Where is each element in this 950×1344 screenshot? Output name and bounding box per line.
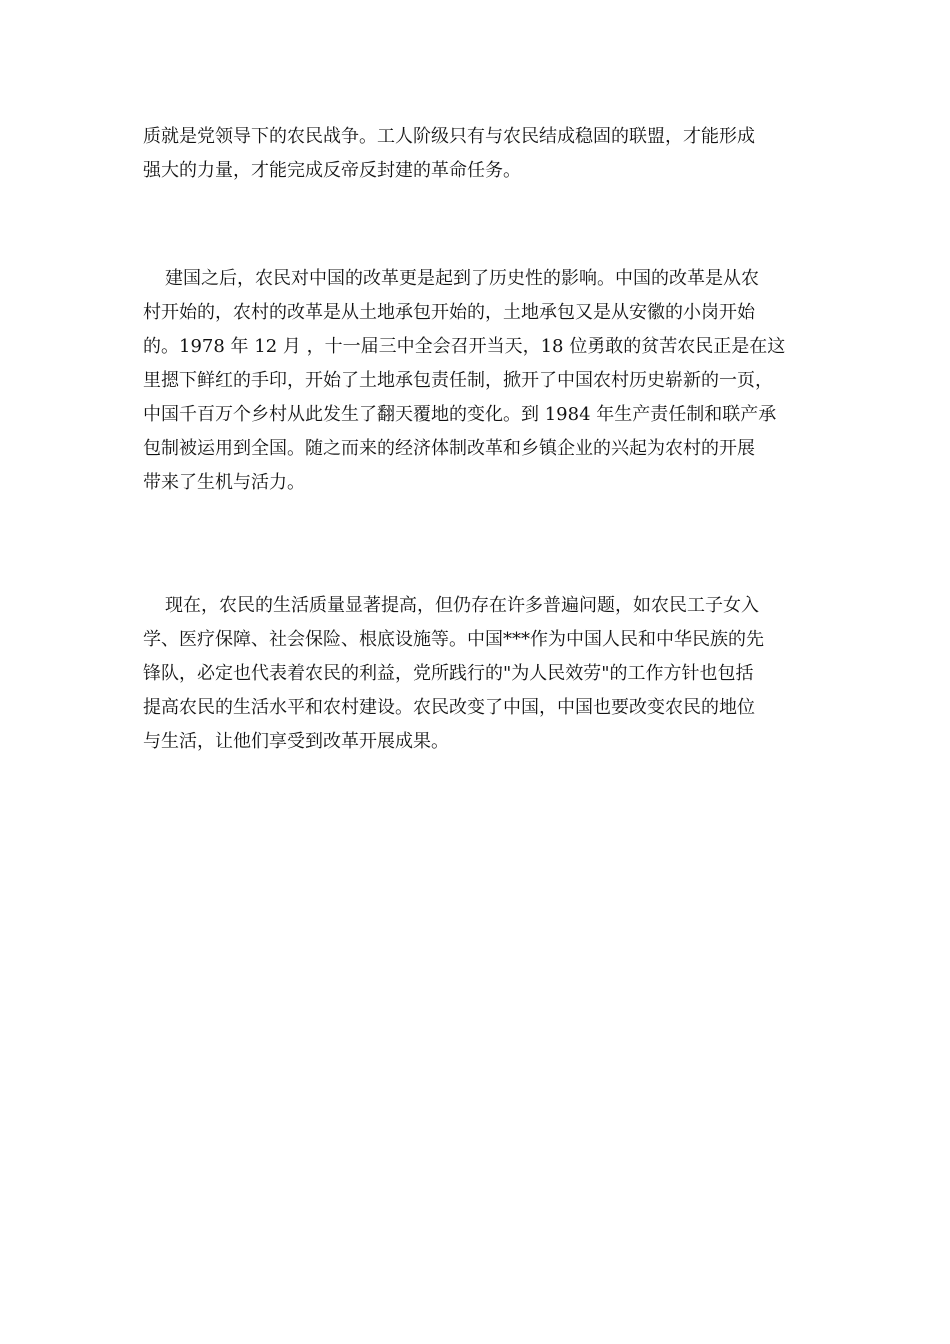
- paragraph-line: 质就是党领导下的农民战争。工人阶级只有与农民结成稳固的联盟，才能形成: [143, 126, 755, 147]
- paragraph-line: 村开始的，农村的改革是从土地承包开始的，土地承包又是从安徽的小岗开始: [143, 302, 755, 323]
- paragraph-1: [143, 120, 813, 188]
- paragraph-line: 提高农民的生活水平和农村建设。农民改变了中国，中国也要改变农民的地位: [143, 697, 755, 718]
- paragraph-line: 中国千百万个乡村从此发生了翻天覆地的变化。到 1984 年生产责任制和联产承: [143, 404, 777, 425]
- paragraph-line: 里摁下鲜红的手印，开始了土地承包责任制，掀开了中国农村历史崭新的一页，: [143, 370, 773, 391]
- paragraph-line: 锋队，必定也代表着农民的利益，党所践行的"为人民效劳"的工作方针也包括: [143, 663, 754, 684]
- paragraph-line: 强大的力量，才能完成反帝反封建的革命任务。: [143, 160, 521, 181]
- paragraph-line: 学、医疗保障、社会保险、根底设施等。中国***作为中国人民和中华民族的先: [143, 629, 764, 650]
- paragraph-line: 与生活，让他们享受到改革开展成果。: [143, 731, 449, 752]
- paragraph-line: 带来了生机与活力。: [143, 472, 305, 493]
- paragraph-line: 包制被运用到全国。随之而来的经济体制改革和乡镇企业的兴起为农村的开展: [143, 438, 755, 459]
- paragraph-line: 的。1978 年 12 月 ，十一届三中全会召开当天，18 位勇敢的贫苦农民正是在这: [143, 336, 786, 357]
- paragraph-3: [143, 589, 813, 759]
- paragraph-line: 建国之后，农民对中国的改革更是起到了历史性的影响。中国的改革是从农: [165, 268, 759, 289]
- paragraph-2: [143, 262, 813, 500]
- paragraph-line: 现在，农民的生活质量显著提高，但仍存在许多普遍问题，如农民工子女入: [165, 595, 759, 616]
